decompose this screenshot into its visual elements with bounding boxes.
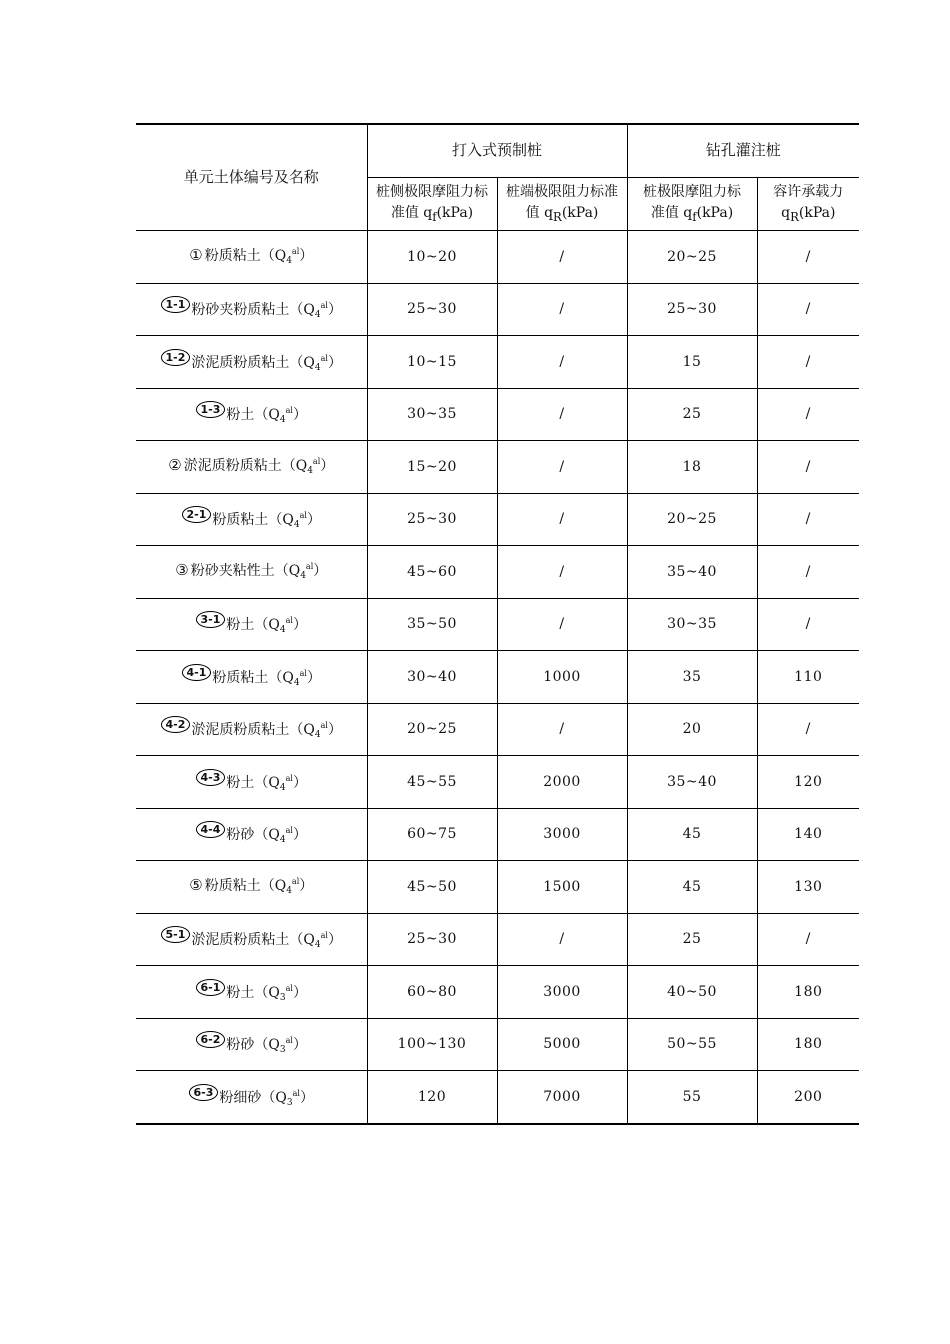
header-soil-unit: 单元土体编号及名称: [136, 124, 367, 231]
driven-tip-resistance-value: 5000: [497, 1018, 627, 1071]
bored-side-friction-value: 35~40: [627, 546, 757, 599]
soil-unit-cell: [136, 913, 367, 966]
age-letter: Q: [303, 302, 315, 319]
soil-unit-badge: 4-2: [161, 716, 191, 733]
age-letter: Q: [268, 617, 280, 634]
soil-unit-cell: [136, 808, 367, 861]
soil-unit-badge: 1-2: [161, 349, 191, 366]
geologic-age: $(Q_4^{al})$: [281, 456, 335, 476]
soil-unit-badge: 5-1: [161, 926, 191, 943]
soil-name: 粉土: [226, 407, 255, 424]
table-row: [136, 808, 859, 861]
bored-side-friction-value: 35~40: [627, 756, 757, 809]
driven-side-friction-value: 30~40: [367, 651, 497, 704]
bored-allowable-capacity-value: /: [757, 703, 859, 756]
driven-side-friction-value: 25~30: [367, 493, 497, 546]
bored-allowable-capacity-value: 130: [757, 861, 859, 914]
driven-side-friction-value: 25~30: [367, 913, 497, 966]
bored-side-friction-value: 50~55: [627, 1018, 757, 1071]
age-subscript: 4: [286, 255, 292, 266]
bored-side-friction-value: 20: [627, 703, 757, 756]
pile-parameter-table: [136, 123, 859, 1125]
table-row: [136, 703, 859, 756]
age-letter: Q: [268, 774, 280, 791]
header-unit: (kPa): [436, 204, 474, 221]
soil-unit-badge: 6-1: [196, 979, 226, 996]
soil-unit-badge: 3-1: [196, 611, 226, 628]
soil-unit-cell: [136, 651, 367, 704]
age-superscript: al: [285, 983, 293, 993]
soil-unit-cell: [136, 966, 367, 1019]
age-subscript: 4: [293, 520, 300, 531]
driven-side-friction-value: 25~30: [367, 283, 497, 336]
soil-unit-cell: [136, 231, 367, 284]
soil-unit-cell: [136, 283, 367, 336]
soil-unit-badge: 4-4: [196, 821, 226, 838]
table-row: [136, 913, 859, 966]
bored-side-friction-value: 20~25: [627, 231, 757, 284]
soil-name: 淤泥质粉质粘土: [191, 354, 290, 371]
age-superscript: al: [299, 511, 307, 521]
header-text: 准值 q: [390, 204, 433, 221]
header-subscript: R: [790, 209, 799, 224]
header-text: 桩极限摩阻力标: [643, 184, 742, 201]
age-subscript: 4: [279, 782, 286, 793]
bored-side-friction-value: 25: [627, 388, 757, 441]
header-text: 桩端极限阻力标准: [506, 184, 618, 201]
driven-tip-resistance-value: /: [497, 913, 627, 966]
soil-unit-number: ①: [189, 245, 203, 264]
header-unit: (kPa): [561, 204, 599, 221]
age-letter: Q: [295, 457, 308, 474]
age-superscript: al: [285, 1036, 293, 1046]
age-letter: Q: [303, 932, 315, 949]
header-subscript: f: [692, 209, 697, 224]
bored-side-friction-value: 25~30: [627, 283, 757, 336]
bored-allowable-capacity-value: /: [757, 493, 859, 546]
soil-unit-cell: [136, 1071, 367, 1124]
soil-unit-cell: [136, 546, 367, 599]
soil-unit-number: ⑤: [189, 875, 203, 894]
geologic-age: $(Q_4^{al})$: [289, 721, 342, 741]
driven-tip-resistance-value: 3000: [497, 808, 627, 861]
soil-unit-badge: 2-1: [182, 506, 212, 523]
table-row: [136, 493, 859, 546]
soil-name: 粉土: [226, 617, 255, 634]
soil-unit-badge: 6-2: [196, 1031, 226, 1048]
header-driven-side-friction: [367, 178, 497, 231]
soil-unit-badge: 1-3: [196, 401, 226, 418]
geologic-age: $(Q_4^{al})$: [254, 616, 307, 636]
soil-name: 粉砂: [226, 827, 255, 844]
age-subscript: 4: [314, 940, 321, 951]
header-bored-side-friction: [627, 178, 757, 231]
table-row: [136, 1018, 859, 1071]
bored-allowable-capacity-value: /: [757, 336, 859, 389]
soil-unit-cell: [136, 388, 367, 441]
geologic-age: $(Q_4^{al})$: [268, 511, 321, 531]
age-superscript: al: [320, 931, 328, 941]
soil-name: 粉土: [226, 774, 255, 791]
bored-allowable-capacity-value: /: [757, 283, 859, 336]
age-subscript: 3: [279, 1045, 286, 1056]
table-row: [136, 336, 859, 389]
geologic-age: $(Q_4^{al})$: [274, 561, 328, 581]
table-row: [136, 756, 859, 809]
header-row-1: [136, 124, 859, 178]
age-superscript: al: [320, 301, 328, 311]
soil-name: 粉砂夹粉质粘土: [191, 302, 290, 319]
geologic-age: $(Q_4^{al})$: [289, 931, 342, 951]
geologic-age: $(Q_4^{al})$: [289, 353, 342, 373]
header-text: 准值 q: [650, 204, 693, 221]
age-subscript: 4: [279, 415, 286, 426]
geologic-age: $(Q_4^{al})$: [268, 668, 321, 688]
bored-side-friction-value: 45: [627, 861, 757, 914]
bored-allowable-capacity-value: /: [757, 231, 859, 284]
age-superscript: al: [285, 616, 293, 626]
geologic-age: $(Q_4^{al})$: [254, 773, 307, 793]
driven-tip-resistance-value: 2000: [497, 756, 627, 809]
bored-allowable-capacity-value: 180: [757, 1018, 859, 1071]
driven-tip-resistance-value: /: [497, 283, 627, 336]
header-bored-allowable-capacity: [757, 178, 859, 231]
soil-unit-number: ②: [168, 455, 182, 474]
driven-tip-resistance-value: 3000: [497, 966, 627, 1019]
soil-name: 粉砂: [226, 1037, 255, 1054]
geologic-age: $(Q_3^{al})$: [254, 1036, 307, 1056]
driven-tip-resistance-value: /: [497, 336, 627, 389]
soil-unit-badge: 1-1: [161, 296, 191, 313]
age-letter: Q: [268, 827, 280, 844]
driven-side-friction-value: 30~35: [367, 388, 497, 441]
age-subscript: 4: [293, 677, 300, 688]
driven-side-friction-value: 10~15: [367, 336, 497, 389]
header-unit: (kPa): [696, 204, 734, 221]
soil-unit-cell: [136, 861, 367, 914]
soil-unit-cell: [136, 441, 367, 494]
bored-allowable-capacity-value: /: [757, 598, 859, 651]
age-letter: Q: [275, 1089, 287, 1106]
geologic-age: $(Q_4^{al})$: [260, 246, 314, 266]
table-row: [136, 966, 859, 1019]
table-row: [136, 1071, 859, 1124]
driven-side-friction-value: 10~20: [367, 231, 497, 284]
geologic-age: $(Q_4^{al})$: [254, 406, 307, 426]
driven-tip-resistance-value: /: [497, 388, 627, 441]
age-letter: Q: [282, 669, 294, 686]
header-text: q: [781, 204, 791, 221]
bored-side-friction-value: 15: [627, 336, 757, 389]
bored-side-friction-value: 55: [627, 1071, 757, 1124]
driven-side-friction-value: 60~75: [367, 808, 497, 861]
table-row: [136, 231, 859, 284]
age-letter: Q: [274, 247, 287, 264]
bored-allowable-capacity-value: 120: [757, 756, 859, 809]
age-subscript: 4: [314, 362, 321, 373]
soil-unit-number: ③: [175, 560, 189, 579]
table-row: [136, 283, 859, 336]
age-superscript: al: [285, 826, 293, 836]
age-subscript: 4: [279, 835, 286, 846]
table-row: [136, 546, 859, 599]
table-row: [136, 651, 859, 704]
driven-tip-resistance-value: /: [497, 493, 627, 546]
header-unit: (kPa): [798, 204, 836, 221]
table-row: [136, 441, 859, 494]
bored-side-friction-value: 25: [627, 913, 757, 966]
soil-name: 淤泥质粉质粘土: [191, 932, 290, 949]
header-subscript: f: [432, 209, 437, 224]
soil-unit-badge: 4-3: [196, 769, 226, 786]
bored-allowable-capacity-value: 110: [757, 651, 859, 704]
driven-side-friction-value: 45~50: [367, 861, 497, 914]
table-row: [136, 861, 859, 914]
bored-side-friction-value: 18: [627, 441, 757, 494]
soil-name: 粉砂夹粘性土: [190, 562, 275, 579]
bored-side-friction-value: 30~35: [627, 598, 757, 651]
driven-side-friction-value: 45~60: [367, 546, 497, 599]
driven-side-friction-value: 45~55: [367, 756, 497, 809]
soil-unit-badge: 6-3: [189, 1084, 219, 1101]
bored-allowable-capacity-value: /: [757, 388, 859, 441]
geologic-age: $(Q_4^{al})$: [260, 876, 314, 896]
driven-tip-resistance-value: /: [497, 703, 627, 756]
geologic-age: $(Q_3^{al})$: [254, 983, 307, 1003]
age-subscript: 3: [286, 1097, 293, 1108]
bored-allowable-capacity-value: 140: [757, 808, 859, 861]
bored-side-friction-value: 40~50: [627, 966, 757, 1019]
soil-unit-cell: [136, 336, 367, 389]
soil-name: 淤泥质粉质粘土: [191, 722, 290, 739]
age-superscript: al: [320, 353, 328, 363]
driven-tip-resistance-value: 1000: [497, 651, 627, 704]
driven-tip-resistance-value: /: [497, 441, 627, 494]
age-subscript: 4: [279, 625, 286, 636]
header-text: 值 q: [525, 204, 554, 221]
soil-unit-cell: [136, 493, 367, 546]
soil-name: 粉质粘土: [212, 669, 269, 686]
driven-tip-resistance-value: /: [497, 546, 627, 599]
age-letter: Q: [282, 512, 294, 529]
age-superscript: al: [291, 876, 300, 886]
age-superscript: al: [312, 456, 321, 466]
bored-allowable-capacity-value: 200: [757, 1071, 859, 1124]
bored-allowable-capacity-value: /: [757, 546, 859, 599]
driven-side-friction-value: 35~50: [367, 598, 497, 651]
age-superscript: al: [292, 1088, 300, 1098]
soil-name: 粉质粘土: [204, 877, 261, 894]
age-letter: Q: [303, 354, 315, 371]
table-row: [136, 598, 859, 651]
soil-unit-cell: [136, 1018, 367, 1071]
header-text: 桩侧极限摩阻力标: [376, 184, 488, 201]
age-subscript: 4: [286, 885, 292, 896]
age-superscript: al: [291, 246, 300, 256]
soil-name: 粉质粘土: [212, 512, 269, 529]
soil-unit-badge: 4-1: [182, 664, 212, 681]
soil-name: 淤泥质粉质粘土: [183, 457, 282, 474]
header-bored-pile: 钻孔灌注桩: [627, 124, 859, 178]
bored-side-friction-value: 35: [627, 651, 757, 704]
soil-name: 粉土: [226, 984, 255, 1001]
soil-unit-cell: [136, 756, 367, 809]
age-subscript: 4: [307, 465, 313, 476]
age-superscript: al: [305, 561, 314, 571]
age-letter: Q: [268, 407, 280, 424]
soil-unit-cell: [136, 598, 367, 651]
geologic-age: $(Q_4^{al})$: [289, 301, 342, 321]
soil-name: 粉细砂: [219, 1089, 262, 1106]
driven-tip-resistance-value: /: [497, 598, 627, 651]
age-subscript: 4: [314, 310, 321, 321]
age-superscript: al: [320, 721, 328, 731]
age-superscript: al: [299, 668, 307, 678]
bored-side-friction-value: 45: [627, 808, 757, 861]
age-letter: Q: [268, 1037, 280, 1054]
driven-tip-resistance-value: 1500: [497, 861, 627, 914]
geologic-age: $(Q_3^{al})$: [261, 1088, 314, 1108]
age-letter: Q: [303, 722, 315, 739]
age-subscript: 4: [314, 730, 321, 741]
age-subscript: 4: [300, 570, 306, 581]
driven-tip-resistance-value: /: [497, 231, 627, 284]
driven-tip-resistance-value: 7000: [497, 1071, 627, 1124]
bored-allowable-capacity-value: /: [757, 913, 859, 966]
age-superscript: al: [285, 773, 293, 783]
driven-side-friction-value: 100~130: [367, 1018, 497, 1071]
header-driven-tip-resistance: [497, 178, 627, 231]
soil-unit-cell: [136, 703, 367, 756]
age-letter: Q: [274, 877, 287, 894]
driven-side-friction-value: 20~25: [367, 703, 497, 756]
age-superscript: al: [285, 406, 293, 416]
driven-side-friction-value: 15~20: [367, 441, 497, 494]
driven-side-friction-value: 60~80: [367, 966, 497, 1019]
header-driven-pile: 打入式预制桩: [367, 124, 627, 178]
soil-name: 粉质粘土: [204, 247, 261, 264]
bored-allowable-capacity-value: 180: [757, 966, 859, 1019]
age-letter: Q: [268, 984, 280, 1001]
age-letter: Q: [288, 562, 301, 579]
table-row: [136, 388, 859, 441]
bored-side-friction-value: 20~25: [627, 493, 757, 546]
header-text: 容许承载力: [773, 184, 844, 201]
age-subscript: 3: [279, 992, 286, 1003]
geologic-age: $(Q_4^{al})$: [254, 826, 307, 846]
driven-side-friction-value: 120: [367, 1071, 497, 1124]
header-subscript: R: [553, 209, 562, 224]
bored-allowable-capacity-value: /: [757, 441, 859, 494]
